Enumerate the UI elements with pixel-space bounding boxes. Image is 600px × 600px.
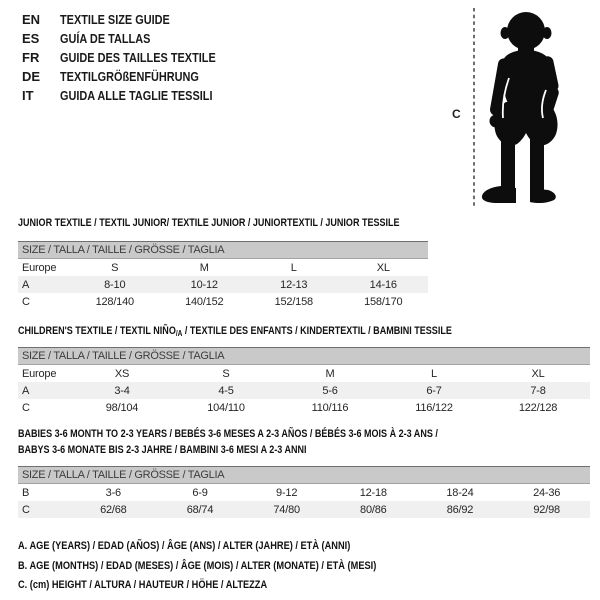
- value-cell: 74/80: [273, 503, 300, 516]
- size-header-bar: SIZE / TALLA / TAILLE / GRÖSSE / TAGLIA: [18, 467, 590, 484]
- babies-textile-section: [18, 426, 590, 518]
- baby-body: [482, 12, 560, 203]
- legend-line-b: B. AGE (MONTHS) / EDAD (MESES) / ÂGE (MOIS) / ALTER (MONATE) / ETÀ (MESI): [18, 559, 377, 572]
- babies-size-table: [18, 466, 590, 518]
- value-cell: 24-36: [533, 486, 561, 499]
- value-cell: 110/116: [311, 401, 349, 414]
- language-row: [22, 48, 245, 67]
- value-cell: 152/158: [274, 295, 313, 308]
- language-title-list: [22, 10, 245, 105]
- language-code: ES: [22, 31, 40, 46]
- table-row: [18, 259, 428, 277]
- row-label-cell: C: [22, 401, 30, 414]
- row-label-cell: C: [22, 503, 30, 516]
- value-cell: 3-4: [114, 384, 130, 397]
- value-cell: S: [111, 261, 119, 274]
- value-cell: 158/170: [364, 295, 403, 308]
- value-cell: 116/122: [415, 401, 453, 414]
- value-cell: 3-6: [105, 486, 121, 499]
- value-cell: XL: [376, 261, 390, 274]
- legend-line-a: A. AGE (YEARS) / EDAD (AÑOS) / ÂGE (ANS) / ALTER (JAHRE) / ETÀ (ANNI): [18, 540, 351, 552]
- junior-size-table: [18, 241, 428, 310]
- value-cell: 92/98: [533, 503, 560, 516]
- language-row: [22, 67, 245, 86]
- row-label-cell: C: [22, 295, 30, 308]
- value-cell: 86/92: [446, 503, 474, 516]
- toddler-silhouette: [446, 6, 582, 210]
- value-cell: 98/104: [105, 401, 139, 414]
- table-row: [18, 382, 590, 399]
- value-cell: 140/152: [185, 295, 224, 308]
- value-cell: 14-16: [369, 278, 397, 291]
- language-code: DE: [22, 69, 41, 84]
- section-title-line: BABIES 3-6 MONTH TO 2-3 YEARS / BEBÉS 3-6 MESES A 2-3 AÑOS / BÉBÉS 3-6 MOIS À 2-3 ANS /: [18, 428, 438, 440]
- junior-textile-section: [18, 217, 428, 310]
- language-code: FR: [22, 50, 40, 65]
- language-code: EN: [22, 12, 41, 27]
- value-cell: L: [290, 261, 297, 274]
- value-cell: 12-13: [280, 278, 308, 291]
- title-subscript: /A: [175, 329, 183, 338]
- measure-legend: [18, 537, 600, 596]
- value-cell: 6-7: [426, 384, 442, 397]
- value-cell: 9-12: [276, 486, 298, 499]
- value-cell: 18-24: [446, 486, 474, 499]
- value-cell: 62/68: [100, 503, 127, 516]
- section-title-line: BABYS 3-6 MONATE BIS 2-3 JAHRE / BAMBINI 3-6 MESI A 2-3 ANNI: [18, 444, 307, 456]
- toddler-height-figure: [446, 6, 582, 210]
- value-cell: M: [325, 367, 335, 380]
- row-label-cell: B: [22, 486, 30, 499]
- childrens-textile-section: [18, 325, 590, 416]
- language-row: [22, 86, 245, 105]
- value-cell: 128/140: [95, 295, 134, 308]
- language-title: GUIDE DES TAILLES TEXTILE: [60, 50, 216, 65]
- size-header-bar: SIZE / TALLA / TAILLE / GRÖSSE / TAGLIA: [18, 348, 590, 365]
- language-row: [22, 10, 245, 29]
- language-title: GUIDA ALLE TAGLIE TESSILI: [60, 88, 213, 103]
- value-cell: S: [222, 367, 230, 380]
- title-text: / TEXTILE DES ENFANTS / KINDERTEXTIL / BAMBINI TESSILE: [182, 325, 452, 337]
- value-cell: 80/86: [360, 503, 387, 516]
- childrens-size-table: [18, 347, 590, 416]
- title-text: CHILDREN'S TEXTILE / TEXTIL NIÑO: [18, 325, 176, 337]
- height-measure-label: C: [452, 107, 461, 121]
- row-label-cell: Europe: [22, 261, 57, 274]
- table-row: [18, 484, 590, 502]
- language-title: GUÍA DE TALLAS: [60, 31, 151, 46]
- section-title: JUNIOR TEXTILE / TEXTIL JUNIOR/ TEXTILE JUNIOR / JUNIORTEXTIL / JUNIOR TESSILE: [18, 217, 400, 229]
- value-cell: XS: [114, 367, 130, 380]
- language-row: [22, 29, 245, 48]
- row-label-cell: Europe: [22, 367, 57, 380]
- size-header-bar: SIZE / TALLA / TAILLE / GRÖSSE / TAGLIA: [18, 242, 428, 259]
- language-title: TEXTILE SIZE GUIDE: [60, 12, 170, 27]
- table-row: [18, 501, 590, 518]
- row-label-cell: A: [22, 384, 30, 397]
- value-cell: 5-6: [322, 384, 338, 397]
- value-cell: XL: [531, 367, 545, 380]
- value-cell: M: [199, 261, 209, 274]
- value-cell: L: [431, 367, 437, 380]
- section-title: [18, 325, 487, 338]
- legend-line-c: C. (cm) HEIGHT / ALTURA / HAUTEUR / HÖHE / ALTEZZA: [18, 579, 268, 591]
- value-cell: 10-12: [190, 278, 218, 291]
- language-title: TEXTILGRÖßENFÜHRUNG: [60, 69, 199, 84]
- value-cell: 12-18: [359, 486, 387, 499]
- table-row: [18, 293, 428, 310]
- value-cell: 122/128: [518, 401, 558, 414]
- language-code: IT: [22, 88, 34, 103]
- value-cell: 8-10: [104, 278, 126, 291]
- table-row: [18, 276, 428, 293]
- value-cell: 68/74: [186, 503, 214, 516]
- table-row: [18, 399, 590, 416]
- value-cell: 7-8: [530, 384, 546, 397]
- table-row: [18, 365, 590, 383]
- value-cell: 6-9: [192, 486, 208, 499]
- row-label-cell: A: [22, 278, 30, 291]
- value-cell: 4-5: [218, 384, 234, 397]
- value-cell: 104/110: [207, 401, 245, 414]
